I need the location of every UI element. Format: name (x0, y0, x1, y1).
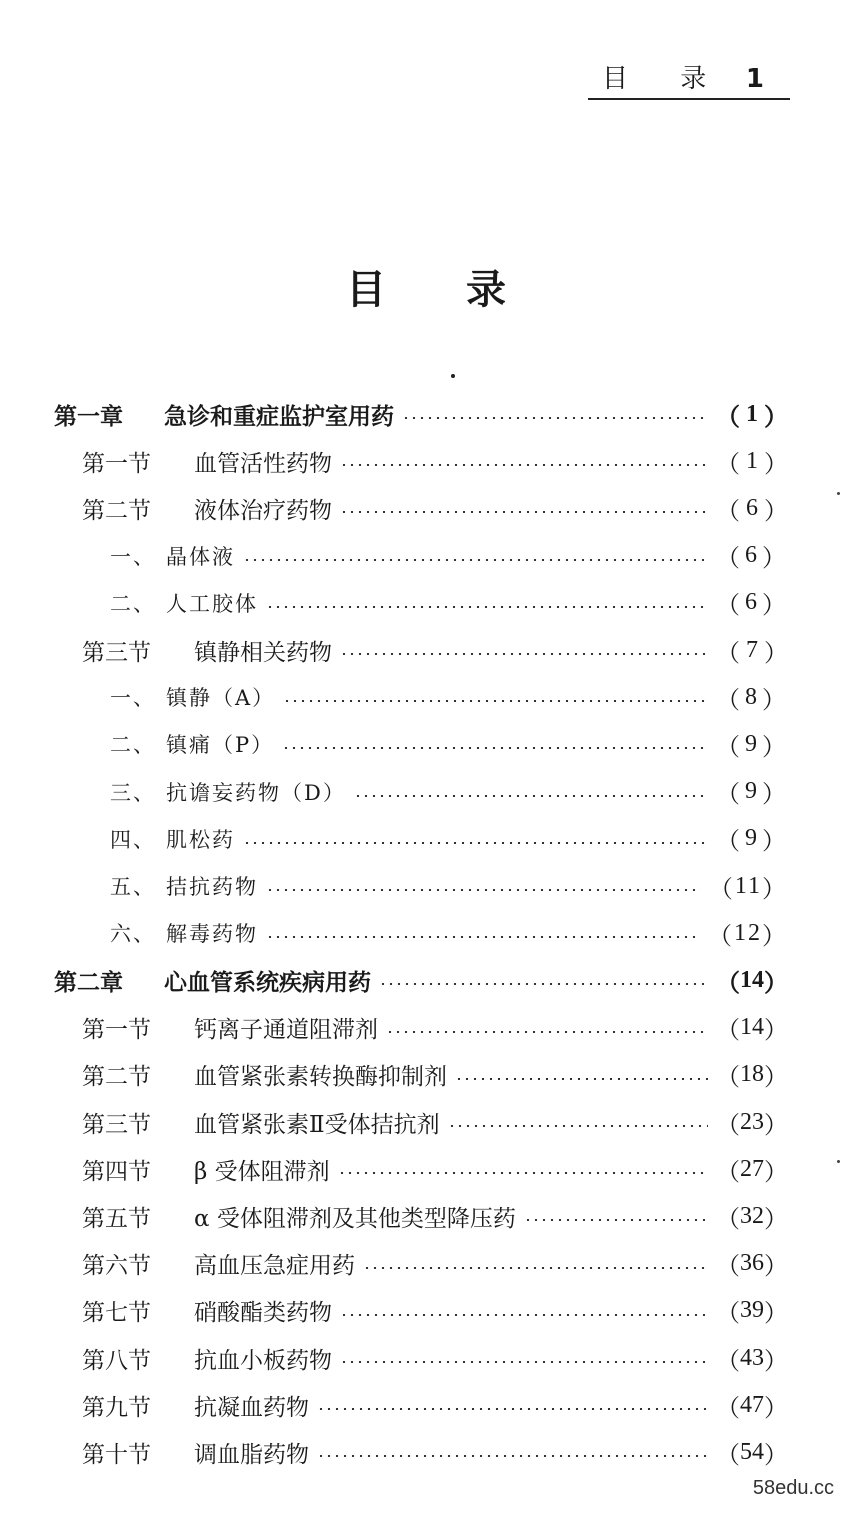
toc-entry-page-number: 8 (745, 683, 759, 710)
page-bracket-close: ） (762, 782, 788, 809)
toc-section-row (82, 441, 788, 481)
toc-entry-number: 第三节 (82, 1111, 151, 1138)
toc-item-row (110, 819, 788, 859)
toc-entry-number: 一、 (110, 686, 156, 711)
dot-leader (282, 747, 708, 749)
dot-leader (266, 936, 700, 938)
dot-leader (338, 1172, 708, 1174)
dot-leader (402, 417, 708, 419)
page-bracket-close: ） (764, 1348, 788, 1375)
toc-entry-page (716, 680, 788, 715)
page-bracket-close: ） (762, 734, 788, 761)
page-bracket-open: （ (716, 1395, 740, 1422)
toc-entry-page-number: 54 (740, 1438, 764, 1465)
dot-leader (386, 1031, 708, 1033)
page-bracket-open: （ (716, 1442, 740, 1469)
toc-entry-number: 一、 (110, 544, 156, 569)
toc-section-row (82, 1196, 788, 1236)
toc-section-row (82, 1432, 788, 1472)
page-bracket-close: ） (764, 1018, 788, 1045)
toc-section-row (82, 1385, 788, 1425)
watermark: 58edu.cc (752, 1477, 834, 1499)
dot-leader (340, 653, 708, 655)
toc-entry-number: 第六节 (82, 1253, 151, 1280)
page-bracket-close: ） (762, 923, 788, 950)
toc-entry-title: 调血脂药物 (194, 1441, 309, 1468)
page-bracket-open: （ (716, 1065, 740, 1092)
page-bracket-open: （ (716, 1159, 740, 1186)
toc-entry-page-number: 36 (740, 1250, 764, 1277)
dot-leader (379, 983, 708, 985)
toc-entry-page-number: 9 (745, 730, 759, 757)
toc-entry-number: 第四节 (82, 1158, 151, 1185)
toc-entry-page (716, 821, 788, 856)
toc-chapter-row (54, 960, 788, 1000)
page-bracket-open: （ (716, 687, 742, 714)
page-bracket-close: ） (764, 1254, 788, 1281)
dot-leader (266, 889, 701, 891)
toc-entry-title: 血管活性药物 (194, 450, 332, 477)
toc-entry-number: 第二章 (54, 969, 123, 996)
dot-leader (455, 1078, 708, 1080)
page-bracket-open: （ (716, 1206, 740, 1233)
page-bracket-close: ） (762, 593, 788, 620)
toc-entry-page-number: 32 (740, 1202, 764, 1229)
toc-entry-page (716, 963, 788, 998)
toc-section-row (82, 1102, 788, 1142)
toc-entry-title: 抗血小板药物 (194, 1347, 332, 1374)
dot-leader (266, 606, 708, 608)
page-bracket-open: （ (716, 546, 742, 573)
toc-entry-page (716, 1057, 788, 1092)
toc-chapter-row (54, 394, 788, 434)
toc-entry-title: 镇痛（P） (166, 733, 275, 758)
page-bracket-close: ） (764, 1065, 788, 1092)
toc-entry-page-number: 18 (740, 1061, 764, 1088)
dot-leader (340, 464, 708, 466)
toc-entry-title: 硝酸酯类药物 (194, 1300, 332, 1327)
toc-entry-page (708, 916, 788, 951)
toc-entry-page-number: 7 (746, 636, 758, 663)
page-bracket-open: （ (716, 734, 742, 761)
toc-entry-page (716, 727, 788, 762)
toc-entry-title: 解毒药物 (166, 922, 258, 947)
toc-entry-page (709, 869, 788, 904)
toc-entry-page-number: 6 (745, 542, 759, 569)
toc-entry-title: 抗凝血药物 (194, 1394, 309, 1421)
scan-speck (837, 492, 840, 495)
toc-entry-page (716, 1246, 788, 1281)
dot-leader (340, 1314, 708, 1316)
toc-item-row (110, 583, 788, 623)
toc-section-row (82, 1008, 788, 1048)
toc-entry-number: 第二节 (82, 497, 151, 524)
dot-leader (340, 511, 708, 513)
toc-entry-page (716, 397, 788, 432)
toc-entry-page (716, 1388, 788, 1423)
page-bracket-open: （ (716, 1348, 740, 1375)
toc-entry-number: 第九节 (82, 1394, 151, 1421)
toc-entry-page-number: 27 (740, 1155, 764, 1182)
toc-entry-page (716, 1341, 788, 1376)
page-bracket-open: （ (716, 1254, 740, 1281)
toc-entry-page-number: 1 (746, 447, 758, 474)
toc-item-row (110, 866, 788, 906)
page-bracket-close: ） (762, 687, 788, 714)
toc-entry-title: 肌松药 (166, 827, 235, 852)
toc-entry-title: β 受体阻滞剂 (194, 1158, 330, 1185)
page-bracket-close: ） (764, 498, 788, 525)
page-bracket-open: （ (716, 404, 740, 431)
running-header (588, 62, 790, 100)
toc-entry-page-number: 12 (734, 919, 762, 946)
page-bracket-open: （ (716, 640, 740, 667)
toc-entry-page (716, 444, 788, 479)
page-title: 目录 (346, 267, 586, 313)
toc-entry-number: 第一节 (82, 1017, 151, 1044)
toc-entry-page-number: 14 (740, 1014, 764, 1041)
toc-entry-page-number: 39 (740, 1297, 764, 1324)
toc-entry-page-number: 6 (745, 589, 759, 616)
toc-entry-page (716, 491, 788, 526)
toc-section-row (82, 488, 788, 528)
toc-entry-page-number: 14 (740, 966, 764, 993)
dot-leader (283, 700, 708, 702)
running-header-page-number: 1 (745, 64, 764, 94)
page-bracket-close: ） (764, 404, 788, 431)
toc-entry-title: 晶体液 (166, 544, 235, 569)
page-bracket-close: ） (764, 970, 788, 997)
toc-entry-page-number: 9 (745, 778, 759, 805)
page-bracket-close: ） (764, 1206, 788, 1233)
toc-entry-page (716, 538, 788, 573)
dot-leader (317, 1408, 708, 1410)
page-bracket-open: （ (708, 876, 735, 903)
page-bracket-close: ） (764, 1159, 788, 1186)
page-bracket-open: （ (708, 923, 734, 950)
toc-entry-page (716, 1010, 788, 1045)
toc-entry-number: 第一章 (54, 403, 123, 430)
toc-entry-number: 第三节 (82, 639, 151, 666)
page-bracket-close: ） (764, 1301, 788, 1328)
toc-entry-title: 急诊和重症监护室用药 (164, 403, 394, 430)
page-bracket-close: ） (762, 876, 788, 903)
dot-leader (363, 1267, 708, 1269)
toc-entry-page-number: 9 (745, 825, 759, 852)
page-bracket-close: ） (764, 1442, 788, 1469)
toc-entry-number: 四、 (110, 827, 156, 852)
toc-item-row (110, 536, 788, 576)
toc-entry-page-number: 47 (740, 1391, 764, 1418)
toc-entry-title: 心血管系统疾病用药 (164, 969, 371, 996)
toc-entry-title: 液体治疗药物 (194, 497, 332, 524)
page-bracket-open: （ (716, 593, 742, 620)
toc-entry-title: 钙离子通道阻滞剂 (194, 1017, 378, 1044)
toc-entry-number: 第十节 (82, 1441, 151, 1468)
page-bracket-open: （ (716, 498, 740, 525)
page-bracket-open: （ (716, 782, 742, 809)
toc-entry-title: 抗谵妄药物（D） (166, 780, 346, 805)
page-bracket-open: （ (716, 970, 740, 997)
dot-leader (340, 1361, 708, 1363)
toc-entry-page-number: 43 (740, 1344, 764, 1371)
toc-entry-number: 第五节 (82, 1205, 151, 1232)
page-bracket-close: ） (762, 546, 788, 573)
toc-item-row (110, 913, 788, 953)
toc-section-row (82, 1338, 788, 1378)
page-bracket-open: （ (716, 1112, 740, 1139)
toc-entry-number: 二、 (110, 733, 156, 758)
toc-entry-page (716, 585, 788, 620)
toc-section-row (82, 1149, 788, 1189)
toc-section-row (82, 1291, 788, 1331)
page-bracket-close: ） (764, 1395, 788, 1422)
toc-entry-page-number: 1 (746, 400, 758, 427)
toc-entry-title: 血管紧张素Ⅱ受体拮抗剂 (194, 1111, 440, 1138)
toc-entry-page (716, 1105, 788, 1140)
page-bracket-open: （ (716, 1301, 740, 1328)
toc-entry-title: 高血压急症用药 (194, 1253, 355, 1280)
toc-section-row (82, 630, 788, 670)
toc-entry-page-number: 6 (746, 494, 758, 521)
toc-section-row (82, 1244, 788, 1284)
toc-entry-number: 三、 (110, 780, 156, 805)
toc-entry-page-number: 23 (740, 1108, 764, 1135)
toc-entry-number: 六、 (110, 922, 156, 947)
toc-entry-number: 第一节 (82, 450, 151, 477)
page-bracket-close: ） (764, 1112, 788, 1139)
toc-entry-title: α 受体阻滞剂及其他类型降压药 (194, 1205, 516, 1232)
toc-section-row (82, 1055, 788, 1095)
page-bracket-open: （ (716, 1018, 740, 1045)
page-bracket-close: ） (764, 451, 788, 478)
dot-leader (524, 1219, 708, 1221)
toc-entry-title: 镇静（A） (166, 686, 276, 711)
toc-entry-page (716, 633, 788, 668)
dot-leader (317, 1455, 708, 1457)
toc-entry-title: 拮抗药物 (166, 875, 258, 899)
toc-entry-title: 血管紧张素转换酶抑制剂 (194, 1064, 447, 1091)
toc-item-row (110, 677, 788, 717)
dot-leader (243, 559, 708, 561)
page-bracket-open: （ (716, 829, 742, 856)
toc-entry-page (716, 774, 788, 809)
toc-item-row (110, 772, 788, 812)
scan-speck (837, 1160, 840, 1163)
toc-entry-title: 镇静相关药物 (194, 639, 332, 666)
dot-leader (448, 1125, 708, 1127)
scan-speck (451, 374, 455, 378)
dot-leader (354, 795, 708, 797)
toc-entry-number: 第八节 (82, 1347, 151, 1374)
toc-entry-page (716, 1435, 788, 1470)
dot-leader (243, 842, 708, 844)
toc-item-row (110, 724, 788, 764)
toc-entry-number: 五、 (110, 875, 156, 899)
toc-entry-number: 第七节 (82, 1300, 151, 1327)
toc-entry-title: 人工胶体 (166, 591, 258, 616)
toc-entry-page (716, 1199, 788, 1234)
page-bracket-close: ） (764, 640, 788, 667)
toc-entry-number: 二、 (110, 591, 156, 616)
toc-entry-page (716, 1293, 788, 1328)
toc-entry-page (716, 1152, 788, 1187)
page-bracket-close: ） (762, 829, 788, 856)
toc-entry-number: 第二节 (82, 1064, 151, 1091)
running-header-title: 目 录 (602, 64, 729, 94)
page-bracket-open: （ (716, 451, 740, 478)
toc-entry-page-number: 11 (734, 872, 762, 899)
